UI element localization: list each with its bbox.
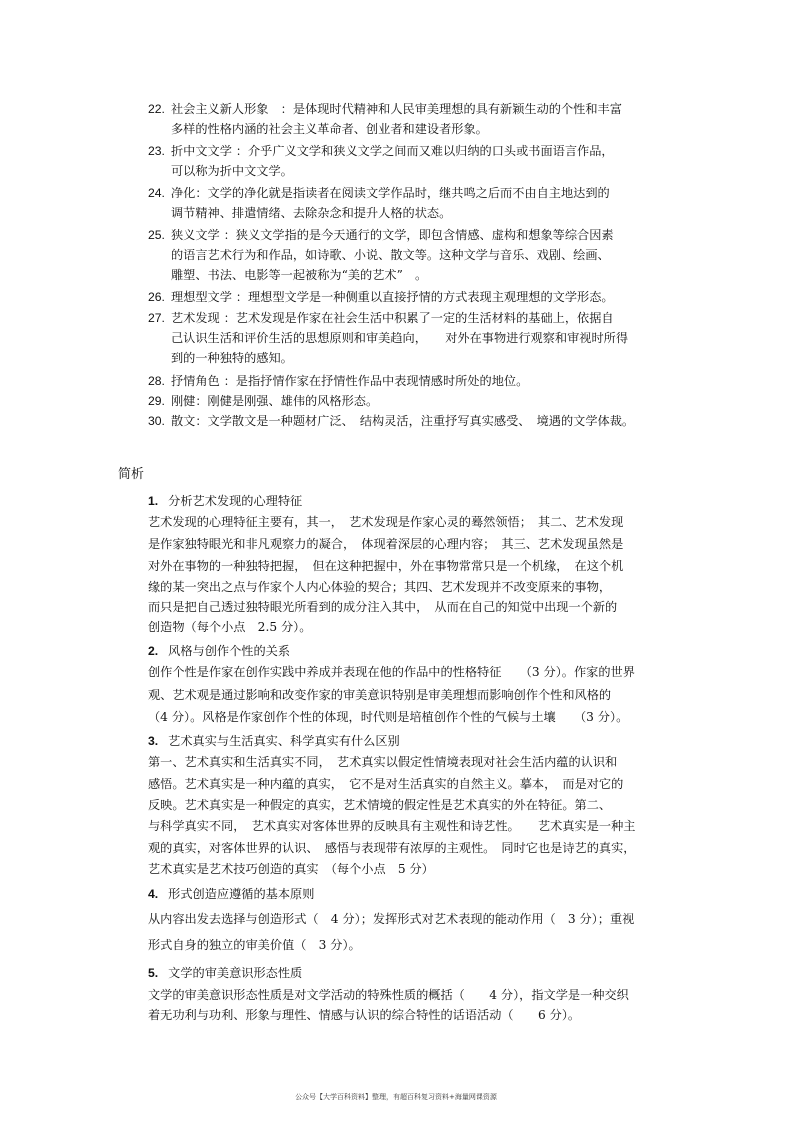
answer-text: 文学的审美意识形态性质是对文学活动的特殊性质的概括（ 4 分），指文学是一种交织 [148, 988, 629, 1002]
definition-text: 刚健：刚健是刚强、雄伟的风格形态。 [170, 394, 379, 408]
answer-text: 是作家独特眼光和非凡观察力的凝合， 体现着深层的心理内容； 其三、艺术发现虽然是 [148, 537, 624, 551]
definition-number: 29. [148, 394, 165, 408]
definition-number: 26. [148, 290, 165, 304]
question-heading [148, 886, 314, 902]
definition-item [148, 289, 614, 305]
answer-text: 形式自身的独立的审美价值（ 3 分）。 [148, 938, 361, 952]
question-title: 分析艺术发现的心理特征 [168, 494, 303, 508]
definition-text: 己认识生活和评价生活的思想原则和审美趋向， 对外在事物进行观察和审视时所得 [171, 331, 629, 345]
answer-text: 着无功利与功利、形象与理性、情感与认识的综合特性的话语活动（ 6 分）。 [148, 1008, 581, 1022]
definition-number: 25. [148, 228, 165, 242]
answer-text: 创造物（每个小点 2.5 分）。 [148, 620, 312, 634]
answer-text: 艺术发现的心理特征主要有，其一， 艺术发现是作家心灵的蓦然领悟； 其二、艺术发现 [148, 515, 624, 529]
question-number: 2. [148, 644, 159, 658]
answer-text: 第一、艺术真实和生活真实不同， 艺术真实以假定性情境表现对社会生活内蕴的认识和 [148, 755, 618, 769]
question-number: 5. [148, 966, 159, 980]
definition-text: 净化：文学的净化就是指读者在阅读文学作品时，继共鸣之后而不由自主地达到的 [170, 186, 610, 200]
definition-text: 折中文文学 ：介乎广义文学和狭义文学之间而又难以归纳的口头或书面语言作品， [170, 144, 614, 158]
definition-text: 抒情角色 ：是指抒情作家在抒情性作品中表现情感时所处的地位。 [170, 374, 529, 388]
answer-text: 反映。艺术真实是一种假定的真实，艺术情境的假定性是艺术真实的外在特征。第二、 [148, 798, 612, 812]
definition-item [148, 227, 614, 243]
answer-text: 创作个性是作家在创作实践中养成并表现在他的作品中的性格特征 （3 分）。作家的世界 [148, 665, 635, 679]
question-title: 风格与创作个性的关系 [168, 644, 291, 658]
answer-text: 艺术真实是艺术技巧创造的真实 （每个小点 5 分） [148, 862, 434, 876]
answer-text: 观、艺术观是通过影响和改变作家的审美意识特别是审美理想而影响创作个性和风格的 [148, 688, 612, 702]
page-footer: 公众号【大学百科资料】整理，有超百科复习资料+海量网课资源 [295, 1093, 497, 1101]
answer-text: 缘的某一突出之点与作家个人内心体验的契合；其四、艺术发现并不改变原来的事物， [148, 580, 612, 594]
answer-text: 而只是把自己透过独特眼光所看到的成分注入其中， 从而在自己的知觉中出现一个新的 [148, 600, 618, 614]
definition-item [148, 393, 378, 409]
question-heading [148, 643, 290, 659]
definition-item [148, 413, 634, 429]
definition-item [148, 143, 614, 159]
definition-text: 社会主义新人形象 ：是体现时代精神和人民审美理想的具有新颖生动的个性和丰富 [170, 102, 622, 116]
definition-item [148, 310, 614, 326]
answer-text: 感悟。艺术真实是一种内蕴的真实， 它不是对生活真实的自然主义。摹本， 而是对它的 [148, 777, 624, 791]
question-title: 文学的审美意识形态性质 [168, 966, 303, 980]
definition-number: 23. [148, 144, 165, 158]
definition-number: 27. [148, 311, 165, 325]
question-number: 4. [148, 887, 159, 901]
answer-text: （4 分）。风格是作家创作个性的体现，时代则是培植创作个性的气候与土壤 （3 分）。 [148, 710, 629, 724]
question-heading [148, 733, 400, 749]
definition-text: 理想型文学 ：理想型文学是一种侧重以直接抒情的方式表现主观理想的文学形态。 [170, 290, 614, 304]
question-number: 3. [148, 734, 159, 748]
definition-text: 多样的性格内涵的社会主义革命者、创业者和建设者形象。 [171, 122, 488, 136]
answer-text: 观的真实，对客体世界的认识、 感悟与表现带有浓厚的主观性。 同时它也是诗艺的真实， [148, 841, 636, 855]
definition-text: 调节精神、排遣情绪、去除杂念和提升人格的状态。 [171, 206, 452, 220]
section-title: 简析 [118, 467, 145, 482]
definition-text: 雕塑、书法、电影等一起被称为“美的艺术” 。 [171, 268, 428, 282]
definition-text: 到的一种独特的感知。 [171, 351, 293, 365]
definition-item [148, 373, 528, 389]
definition-item [148, 185, 610, 201]
definition-text: 可以称为折中文文学。 [171, 164, 293, 178]
answer-text: 与科学真实不同， 艺术真实对客体世界的反映具有主观性和诗艺性。 艺术真实是一种主 [148, 819, 636, 833]
answer-text: 对外在事物的一种独特把握， 但在这种把握中，外在事物常常只是一个机缘， 在这个机 [148, 559, 624, 573]
definition-text: 的语言艺术行为和作品，如诗歌、小说、散文等。这种文学与音乐、戏剧、绘画、 [171, 248, 610, 262]
definition-item [148, 101, 622, 117]
answer-text: 从内容出发去选择与创造形式（ 4 分）；发挥形式对艺术表现的能动作用（ 3 分）；重视 [148, 912, 635, 926]
definition-number: 22. [148, 102, 165, 116]
question-number: 1. [148, 494, 159, 508]
definition-text: 艺术发现 ：艺术发现是作家在社会生活中积累了一定的生活材料的基础上，依据自 [170, 311, 614, 325]
definition-text: 散文：文学散文是一种题材广泛、 结构灵活，注重抒写真实感受、 境遇的文学体裁。 [170, 414, 635, 428]
question-title: 艺术真实与生活真实、科学真实有什么区别 [168, 734, 400, 748]
definition-number: 28. [148, 374, 165, 388]
definition-number: 24. [148, 186, 165, 200]
question-title: 形式创造应遵循的基本原则 [168, 887, 315, 901]
question-heading [148, 965, 302, 981]
definition-number: 30. [148, 414, 165, 428]
question-heading [148, 493, 302, 509]
definition-text: 狭义文学 ：狭义文学指的是今天通行的文学，即包含情感、虚构和想象等综合因素 [170, 228, 614, 242]
